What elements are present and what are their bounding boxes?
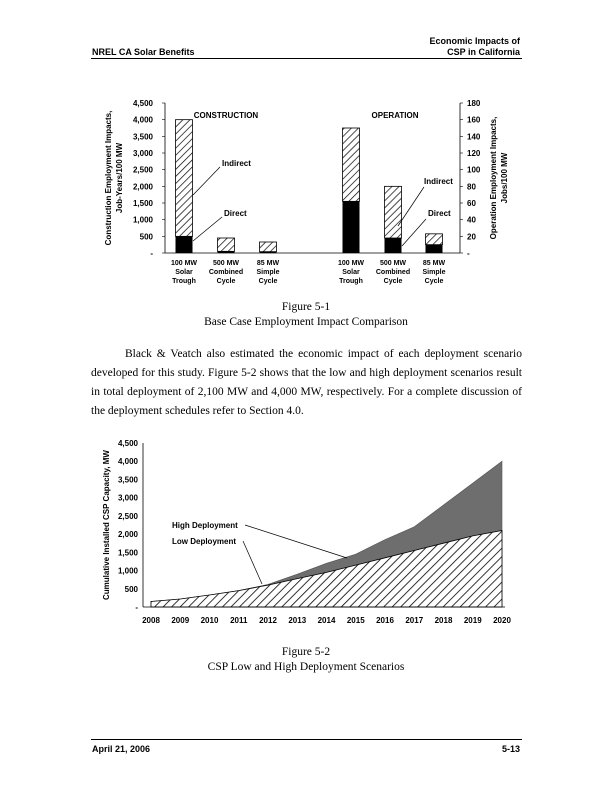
category-label: 100 MW (337, 260, 365, 267)
x-tick-label: 2010 (200, 616, 219, 625)
right-tick-label: 40 (467, 215, 476, 225)
x-tick-label: 2008 (142, 616, 160, 625)
category-label: Simple (256, 269, 280, 276)
category-label: 85 MW (422, 260, 446, 267)
y-tick-label: 3,500 (117, 475, 138, 485)
left-tick-label: 3,500 (132, 132, 153, 142)
header-rule (91, 58, 522, 59)
operation-indirect-bar (426, 234, 443, 245)
y-tick-label: 1,000 (117, 566, 138, 576)
left-tick-label: 4,500 (132, 99, 153, 108)
right-tick-label: 160 (467, 115, 481, 125)
panel-title-operation: OPERATION (371, 111, 419, 120)
right-y-label-line1: Operation Employment Impacts, (489, 116, 498, 240)
annotation-operation-indirect: Indirect (424, 177, 453, 186)
category-label: 100 MW (170, 260, 198, 267)
left-y-label-line2: Job-Years/100 MW (115, 142, 124, 214)
right-tick-label: 180 (467, 99, 481, 108)
left-y-label-line1: Construction Employment Impacts, (104, 110, 113, 246)
operation-direct-bar (426, 245, 443, 253)
category-label: Cycle (216, 278, 236, 285)
x-tick-label: 2011 (230, 616, 248, 625)
category-label: 500 MW (379, 260, 407, 267)
figure-5-2-title: CSP Low and High Deployment Scenarios (207, 661, 405, 673)
right-tick-label: 60 (467, 199, 476, 208)
right-tick-label: 120 (467, 149, 481, 158)
category-label: 85 MW (256, 260, 280, 267)
category-label: Cycle (424, 278, 444, 285)
category-label: Solar (342, 269, 360, 276)
figure-5-1-number: Figure 5-1 (281, 301, 331, 313)
footer-date: April 21, 2006 (92, 744, 151, 754)
y-axis-label: Cumulative Installed CSP Capacity, MW (102, 450, 111, 600)
x-tick-label: 2017 (405, 616, 424, 625)
figure-5-1-chart (0, 90, 612, 295)
x-tick-label: 2019 (463, 616, 482, 625)
category-label: Cycle (383, 278, 403, 285)
y-tick-label: 1,500 (117, 548, 138, 558)
annotation-high-deployment: High Deployment (172, 521, 238, 530)
header-right (429, 36, 520, 58)
left-tick-label: 4,000 (132, 115, 153, 125)
figure-5-1-title: Base Case Employment Impact Comparison (204, 316, 408, 328)
annotation-low-deployment: Low Deployment (172, 537, 237, 546)
operation-indirect-bar (385, 186, 402, 238)
category-label: Combined (208, 269, 244, 276)
x-tick-label: 2014 (317, 616, 336, 625)
figure-5-1-caption (0, 300, 612, 330)
body-paragraph-text: Black & Veatch also estimated the economic impact of each deployment scenario developed for this study. Figure 5-2 shows that the low and high deployment scenarios result in total deployment of 2,100 MW and 4,000 MW, respectively. For a complete discussion of the deployment schedules refer to Section 4.0. (91, 348, 522, 417)
annotation-construction-indirect: Indirect (222, 159, 251, 168)
construction-indirect-bar (218, 238, 235, 251)
figure-5-2-caption (0, 645, 612, 675)
right-y-label-line2: Jobs/100 MW (500, 152, 509, 204)
x-tick-label: 2020 (493, 616, 511, 625)
right-tick-label: 20 (467, 232, 476, 242)
right-tick-label: 80 (467, 182, 476, 192)
annotation-leader (193, 217, 222, 241)
y-tick-label: - (135, 603, 138, 612)
left-tick-label: 500 (139, 232, 153, 242)
y-tick-label: 3,000 (117, 493, 138, 503)
x-tick-label: 2018 (434, 616, 453, 625)
x-tick-label: 2015 (346, 616, 365, 625)
x-tick-label: 2012 (259, 616, 277, 625)
category-label: 500 MW (212, 260, 240, 267)
left-tick-label: - (150, 249, 153, 258)
category-label: Combined (375, 269, 411, 276)
category-label: Simple (422, 269, 446, 276)
footer-page-number: 5-13 (501, 744, 520, 754)
y-tick-label: 4,000 (117, 457, 138, 467)
left-tick-label: 3,000 (132, 149, 153, 158)
operation-indirect-bar (343, 128, 360, 201)
right-tick-label: - (467, 249, 470, 258)
left-tick-label: 1,500 (132, 199, 153, 208)
x-tick-label: 2016 (376, 616, 394, 625)
category-label: Solar (175, 269, 193, 276)
construction-direct-bar (176, 236, 193, 253)
y-tick-label: 4,500 (117, 439, 138, 448)
annotation-operation-direct: Direct (428, 209, 451, 218)
annotation-leader (243, 541, 262, 584)
x-tick-label: 2013 (288, 616, 307, 625)
right-tick-label: 140 (467, 132, 481, 142)
body-paragraph (91, 345, 522, 421)
annotation-leader (245, 525, 347, 558)
panel-title-construction: CONSTRUCTION (193, 111, 259, 120)
header-left: NREL CA Solar Benefits (92, 47, 195, 57)
category-label: Trough (172, 278, 196, 285)
y-tick-label: 2,000 (117, 530, 138, 540)
operation-direct-bar (385, 238, 402, 253)
x-tick-label: 2009 (171, 616, 190, 625)
annotation-construction-direct: Direct (224, 209, 247, 218)
construction-indirect-bar (176, 120, 193, 237)
left-tick-label: 1,000 (132, 215, 153, 225)
y-tick-label: 2,500 (117, 511, 138, 521)
left-tick-label: 2,000 (132, 182, 153, 192)
figure-5-2-number: Figure 5-2 (281, 646, 331, 658)
header-right-line2: CSP in California (447, 47, 520, 57)
operation-direct-bar (343, 201, 360, 253)
category-label: Cycle (258, 278, 278, 285)
annotation-leader (193, 167, 220, 195)
y-tick-label: 500 (124, 584, 138, 594)
left-tick-label: 2,500 (132, 165, 153, 175)
category-label: Trough (339, 278, 363, 285)
annotation-leader (402, 219, 426, 246)
header-right-line1: Economic Impacts of (429, 36, 520, 46)
figure-5-2-chart (0, 430, 612, 635)
right-tick-label: 100 (467, 165, 481, 175)
footer-rule (91, 739, 522, 740)
construction-indirect-bar (260, 242, 277, 252)
